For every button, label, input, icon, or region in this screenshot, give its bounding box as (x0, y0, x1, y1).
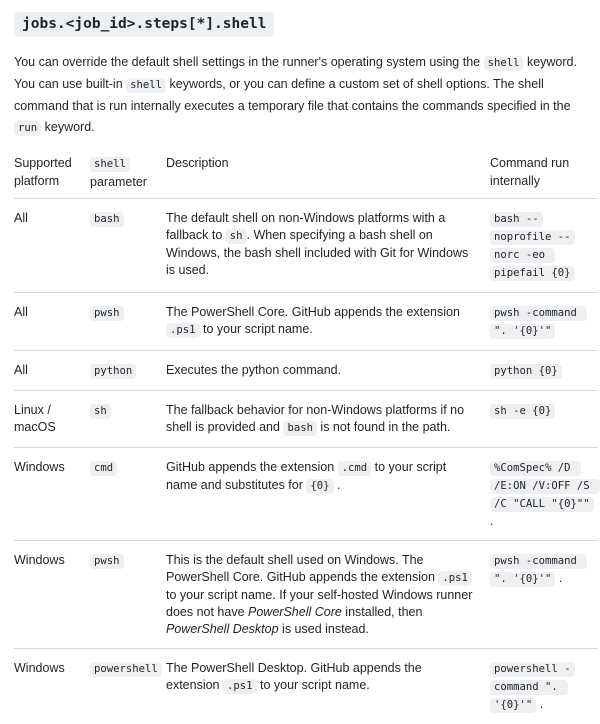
inline-code: .ps1 (166, 323, 200, 338)
inline-code: sh -e {0} (490, 404, 555, 419)
cell-supported-platform: Windows (14, 448, 90, 541)
inline-code: .cmd (338, 461, 372, 476)
cell-shell-parameter (90, 391, 166, 448)
table-header (14, 152, 598, 199)
inline-code: python {0} (490, 364, 562, 379)
shell-table-body (14, 199, 598, 724)
table-row (14, 293, 598, 351)
cell-description: The default shell on non-Windows platforms with a fallback to sh . When specifying a bash shell on Windows, the bash shell included with Git for Windows is used. (166, 199, 490, 293)
cell-supported-platform: All (14, 199, 90, 293)
cell-command-run-internally (490, 351, 598, 391)
cell-description: The fallback behavior for non-Windows platforms if no shell is provided and bash is not found in the path. (166, 391, 490, 448)
cell-description: The PowerShell Core. GitHub appends the extension .ps1 to your script name. (166, 293, 490, 351)
cell-shell-parameter (90, 448, 166, 541)
cell-command-run-internally: pwsh -command ". '{0}'" . (490, 541, 598, 649)
inline-code: powershell -command ". '{0}'" (490, 662, 575, 713)
cell-command-run-internally: %ComSpec% /D /E:ON /V:OFF /S /C "CALL "{0}"" . (490, 448, 598, 541)
emphasis-text: PowerShell Core (248, 605, 342, 619)
cell-description: The PowerShell Desktop. GitHub appends the extension .ps1 to your script name. (166, 649, 490, 724)
table-row (14, 649, 598, 724)
cell-shell-parameter (90, 351, 166, 391)
cell-shell-parameter (90, 199, 166, 293)
column-header-command-run-internally: Command run internally (490, 152, 598, 199)
inline-code: .ps1 (223, 679, 257, 694)
cell-description: Executes the python command. (166, 351, 490, 391)
inline-code: run (14, 121, 41, 136)
column-header-description: Description (166, 152, 490, 199)
cell-shell-parameter (90, 293, 166, 351)
cell-command-run-internally (490, 293, 598, 351)
cell-supported-platform: All (14, 293, 90, 351)
inline-code: %ComSpec% /D /E:ON /V:OFF /S /C "CALL "{0}"" (490, 461, 600, 512)
cell-command-run-internally (490, 199, 598, 293)
inline-code: shell (484, 56, 524, 71)
shell-parameter-code: powershell (90, 662, 162, 677)
table-row (14, 541, 598, 649)
emphasis-text: PowerShell Desktop (166, 622, 279, 636)
inline-code: sh (226, 229, 247, 244)
table-header-row (14, 152, 598, 199)
intro-paragraph: You can override the default shell settings in the runner's operating system using the shell keyword. You can use built-in shell keywords, or you can define a custom set of shell options. The shell command that is run internally executes a temporary file that contains the commands specified in the run keyword. (14, 52, 586, 139)
table-row (14, 391, 598, 448)
cell-supported-platform: All (14, 351, 90, 391)
column-header-shell-parameter: shell parameter (90, 152, 166, 199)
inline-code: bash --noprofile --norc -eo pipefail {0} (490, 212, 575, 281)
inline-code: pwsh -command ". '{0}'" (490, 306, 587, 339)
shell-parameter-code: sh (90, 404, 111, 419)
inline-code: shell (90, 157, 130, 172)
shell-parameter-code: pwsh (90, 554, 124, 569)
cell-shell-parameter (90, 541, 166, 649)
column-header-supported-platform: Supported platform (14, 152, 90, 199)
shell-parameter-code: python (90, 364, 136, 379)
cell-supported-platform: Linux / macOS (14, 391, 90, 448)
cell-command-run-internally: powershell -command ". '{0}'" . (490, 649, 598, 724)
shell-parameter-code: cmd (90, 461, 117, 476)
cell-description: This is the default shell used on Windows. The PowerShell Core. GitHub appends the extension .ps1 to your script name. If your self-hosted Windows runner does not have PowerShell Core installed, then PowerShell Desktop is used instead. (166, 541, 490, 649)
shell-parameter-code: pwsh (90, 306, 124, 321)
inline-code: {0} (306, 479, 333, 494)
table-row (14, 351, 598, 391)
inline-code: bash (283, 421, 317, 436)
cell-supported-platform: Windows (14, 649, 90, 724)
page-title-code: jobs.<job_id>.steps[*].shell (14, 12, 274, 37)
shell-options-table (14, 152, 598, 724)
table-row (14, 199, 598, 293)
inline-code: shell (126, 78, 166, 93)
cell-supported-platform: Windows (14, 541, 90, 649)
page-title (14, 9, 586, 37)
cell-shell-parameter (90, 649, 166, 724)
cell-description: GitHub appends the extension .cmd to your script name and substitutes for {0} . (166, 448, 490, 541)
cell-command-run-internally (490, 391, 598, 448)
inline-code: pwsh -command ". '{0}'" (490, 554, 587, 587)
inline-code: .ps1 (438, 571, 472, 586)
table-row (14, 448, 598, 541)
shell-parameter-code: bash (90, 212, 124, 227)
